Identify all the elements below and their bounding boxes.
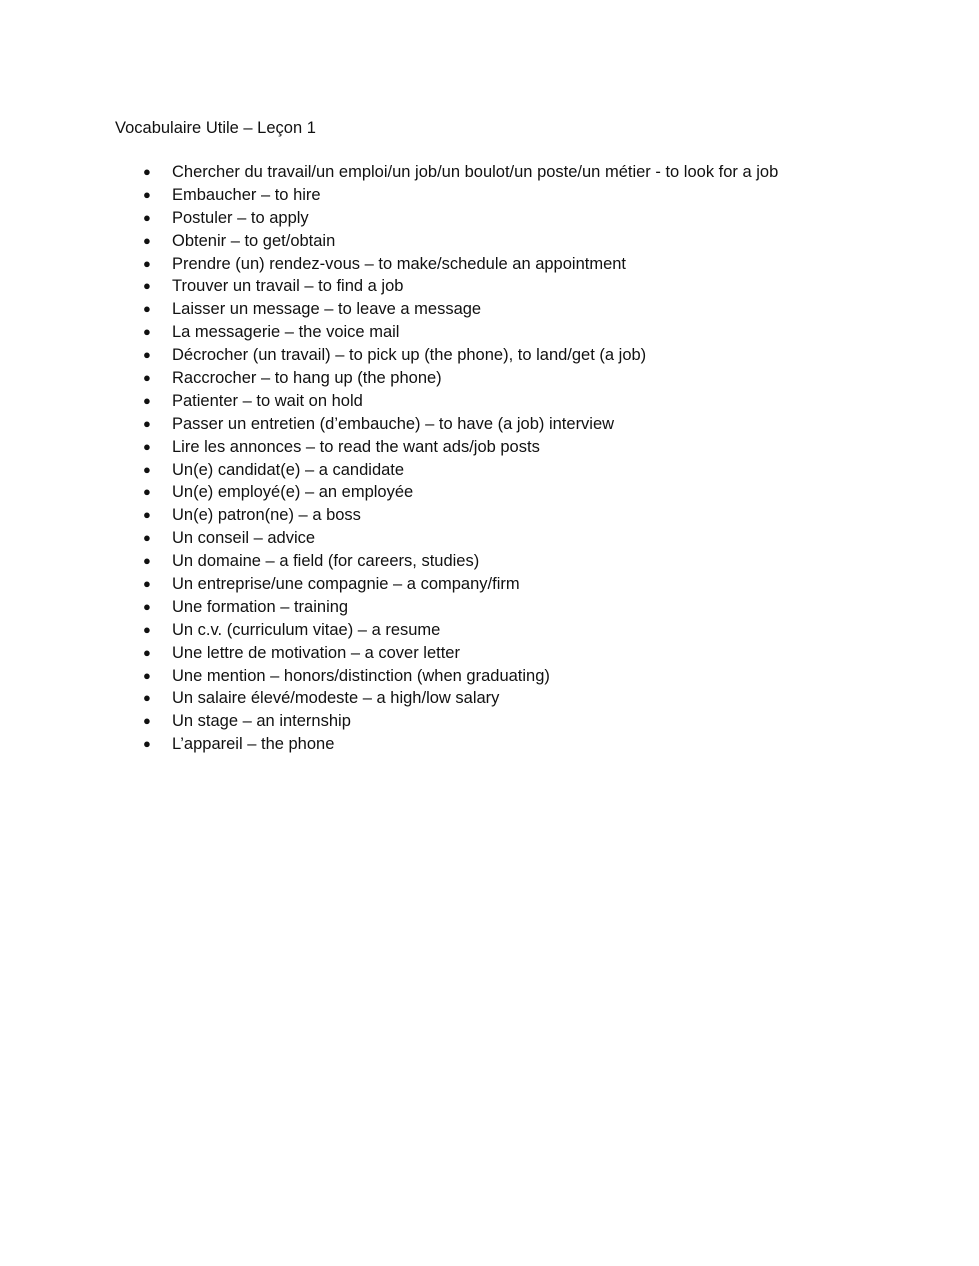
- vocabulary-entry: Prendre (un) rendez-vous – to make/schedule an appointment: [172, 254, 627, 273]
- bullet-icon: ●: [143, 667, 151, 683]
- bullet-icon: ●: [143, 392, 151, 408]
- bullet-icon: ●: [143, 415, 151, 431]
- vocabulary-entry: Un(e) patron(ne) – a boss: [172, 506, 361, 525]
- bullet-icon: ●: [143, 644, 151, 660]
- bullet-icon: ●: [143, 438, 151, 454]
- bullet-icon: ●: [143, 278, 151, 294]
- vocabulary-entry: Un conseil – advice: [172, 529, 316, 548]
- vocabulary-entry: Un stage – an internship: [172, 712, 351, 731]
- vocabulary-entry: L’appareil – the phone: [172, 735, 335, 754]
- vocabulary-entry: Lire les annonces – to read the want ads/job posts: [172, 437, 540, 456]
- vocabulary-entry: Raccrocher – to hang up (the phone): [172, 369, 442, 388]
- vocabulary-entry: Passer un entretien (d’embauche) – to have (a job) interview: [172, 414, 615, 433]
- document-title: Vocabulaire Utile – Leçon 1: [115, 119, 316, 137]
- vocabulary-entry: Un(e) candidat(e) – a candidate: [172, 460, 405, 479]
- bullet-icon: ●: [143, 324, 151, 340]
- bullet-icon: ●: [143, 347, 151, 363]
- vocabulary-entry: Un c.v. (curriculum vitae) – a resume: [172, 620, 441, 639]
- bullet-icon: ●: [143, 598, 151, 614]
- vocabulary-entry: Embaucher – to hire: [172, 185, 321, 204]
- vocabulary-entry: Une formation – training: [172, 597, 349, 616]
- bullet-icon: ●: [143, 232, 151, 248]
- vocabulary-entry: Chercher du travail/un emploi/un job/un boulot/un poste/un métier - to look for a job: [172, 163, 779, 181]
- bullet-icon: ●: [143, 186, 151, 202]
- bullet-icon: ●: [143, 164, 151, 179]
- vocabulary-entry: Obtenir – to get/obtain: [172, 231, 336, 250]
- vocabulary-entry: Un(e) employé(e) – an employée: [172, 483, 414, 502]
- bullet-icon: ●: [143, 736, 151, 752]
- vocabulary-entry: Patienter – to wait on hold: [172, 391, 363, 410]
- bullet-icon: ●: [143, 301, 151, 317]
- bullet-icon: ●: [143, 621, 151, 637]
- vocabulary-entry: Un entreprise/une compagnie – a company/firm: [172, 575, 520, 594]
- vocabulary-entry: Un salaire élevé/modeste – a high/low salary: [172, 689, 500, 708]
- bullet-icon: ●: [143, 255, 151, 271]
- bullet-icon: ●: [143, 553, 151, 569]
- vocabulary-entry: Une lettre de motivation – a cover letter: [172, 643, 460, 662]
- bullet-icon: ●: [143, 576, 151, 592]
- bullet-icon: ●: [143, 209, 151, 225]
- bullet-icon: ●: [143, 484, 151, 500]
- vocabulary-entry: Laisser un message – to leave a message: [172, 300, 482, 319]
- vocabulary-entry: Décrocher (un travail) – to pick up (the phone), to land/get (a job): [172, 346, 647, 365]
- vocabulary-entry: Un domaine – a field (for careers, studies): [172, 552, 480, 571]
- vocabulary-entry: Trouver un travail – to find a job: [172, 277, 404, 296]
- vocabulary-entry: Une mention – honors/distinction (when graduating): [172, 666, 550, 685]
- bullet-icon: ●: [143, 690, 151, 706]
- vocabulary-entry: Postuler – to apply: [172, 208, 309, 227]
- bullet-icon: ●: [143, 713, 151, 729]
- bullet-icon: ●: [143, 461, 151, 477]
- bullet-icon: ●: [143, 370, 151, 386]
- vocabulary-entry: La messagerie – the voice mail: [172, 323, 400, 342]
- bullet-icon: ●: [143, 530, 151, 546]
- bullet-icon: ●: [143, 507, 151, 523]
